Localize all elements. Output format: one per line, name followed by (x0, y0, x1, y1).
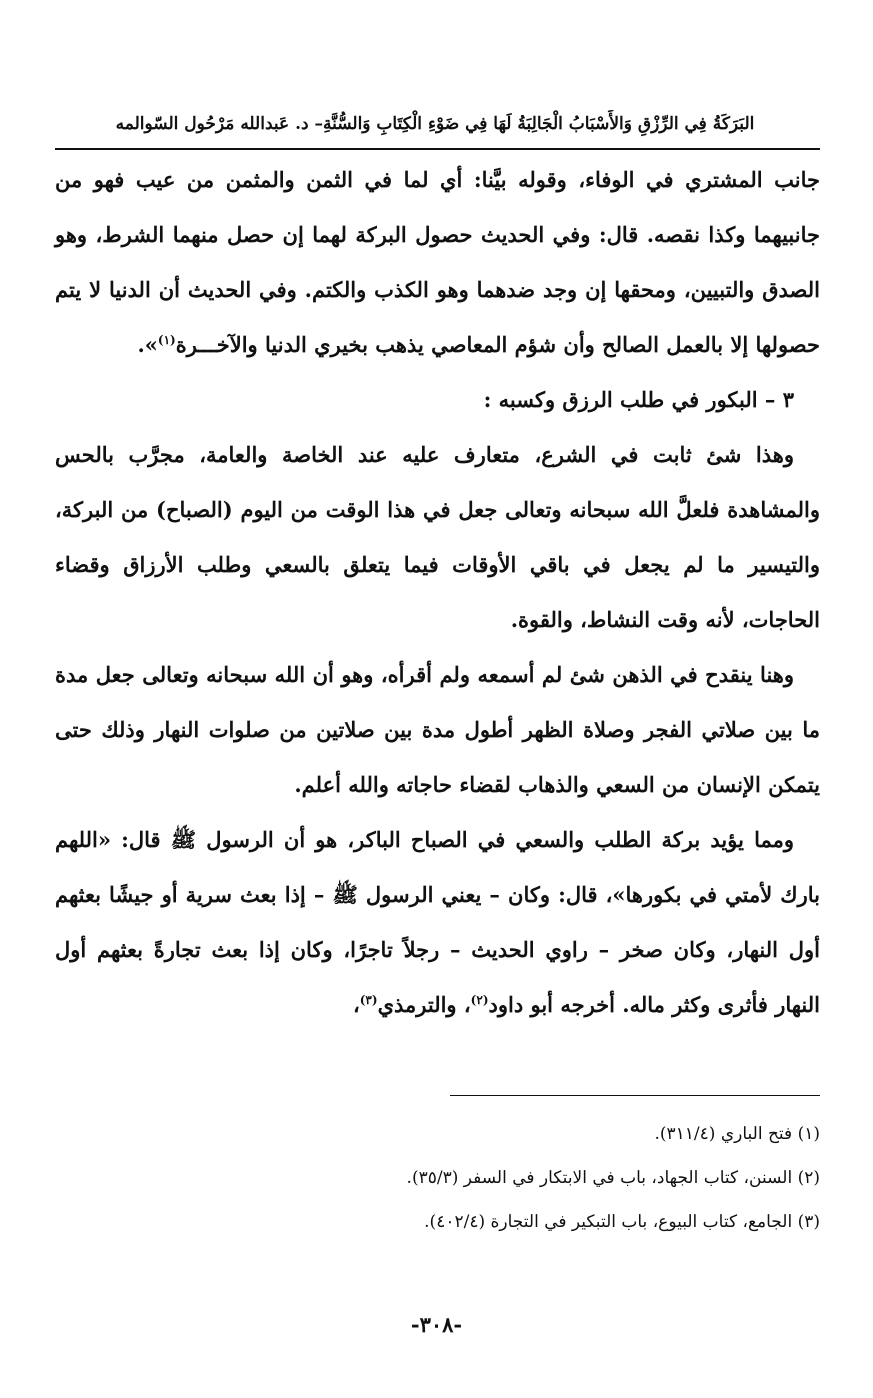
paragraph-4 (55, 812, 820, 1032)
footnote-ref-3: (٣) (359, 993, 378, 1007)
footnote-3: (٣) الجامع، كتاب البيوع، باب التبكير في التجارة (٤٠٢/٤). (424, 1212, 820, 1232)
footnote-ref-1: (١) (157, 333, 176, 347)
paragraph-2: وهذا شئ ثابت في الشرع، متعارف عليه عند الخاصة والعامة، مجرَّب بالحس والمشاهدة فلعلَّ الله سبحانه وتعالى جعل في هذا الوقت من اليوم (الصباح) من البركة، والتيسير ما لم يجعل في باقي الأوقات فيما يتعلق بالسعي وطلب الأرزاق وقضاء الحاجات، لأنه وقت النشاط، والقوة. (55, 442, 820, 632)
section-heading: ٣ – البكور في طلب الرزق وكسبه : (483, 387, 794, 412)
footnotes (55, 1112, 820, 1244)
header-rule (55, 148, 820, 150)
page-number: -٣٠٨- (410, 1312, 463, 1337)
footnote-ref-2: (٢) (470, 993, 489, 1007)
paragraph-3: وهنا ينقدح في الذهن شئ لم أسمعه ولم أقرأه، وهو أن الله سبحانه وتعالى جعل مدة ما بين صلاتي الفجر وصلاة الظهر أطول مدة بين صلاتين من صلوات النهار وذلك حتى يتمكن الإنسان من السعي والذهاب لقضاء حاجاته والله أعلم. (55, 662, 820, 797)
paragraph-4-text-b: ، والترمذي (377, 992, 471, 1017)
running-header: البَرَكَةُ فِي الرِّزْقِ وَالأَسْبَابُ الْجَالِبَةُ لَهَا فِي ضَوْءِ الْكِتَابِ وَالسُّنَّةِ– د. عَبدالله مَرْحُول السّوالمه (115, 114, 755, 134)
paragraph-1 (55, 152, 820, 372)
footnote-2: (٢) السنن، كتاب الجهاد، باب في الابتكار في السفر (٣٥/٣). (406, 1168, 820, 1188)
paragraph-4-text-c: ، (352, 992, 360, 1017)
paragraph-4-text-a: ومما يؤيد بركة الطلب والسعي في الصباح الباكر، هو أن الرسول ﷺ قال: «اللهم بارك لأمتي في بكورها»، قال: وكان – يعني الرسول ﷺ – إذا بعث سرية أو جيشًا بعثهم أول النهار، وكان صخر – راوي الحديث – رجلاً تاجرًا، وكان إذا بعث تجارةً بعثهم أول النهار فأثرى وكثر ماله. أخرجه أبو داود (55, 827, 820, 1017)
footnote-rule (450, 1095, 820, 1096)
body-text (55, 152, 820, 1032)
paragraph-1-text: جانب المشتري في الوفاء، وقوله بيَّنا: أي لما في الثمن والمثمن من عيب فهو من جانبيهما وكذا نقصه. قال: وفي الحديث حصول البركة لهما إن حصل منهما الشرط، وهو الصدق والتبيين، ومحقها إن وجد ضدهما وهو الكذب والكتم. وفي الحديث أن الدنيا لا يتم حصولها إلا بالعمل الصالح وأن شؤم المعاصي يذهب بخيري الدنيا والآخـــرة (55, 167, 820, 357)
footnote-1: (١) فتح الباري (٣١١/٤). (654, 1124, 820, 1144)
paragraph-1-end: ». (137, 332, 158, 357)
